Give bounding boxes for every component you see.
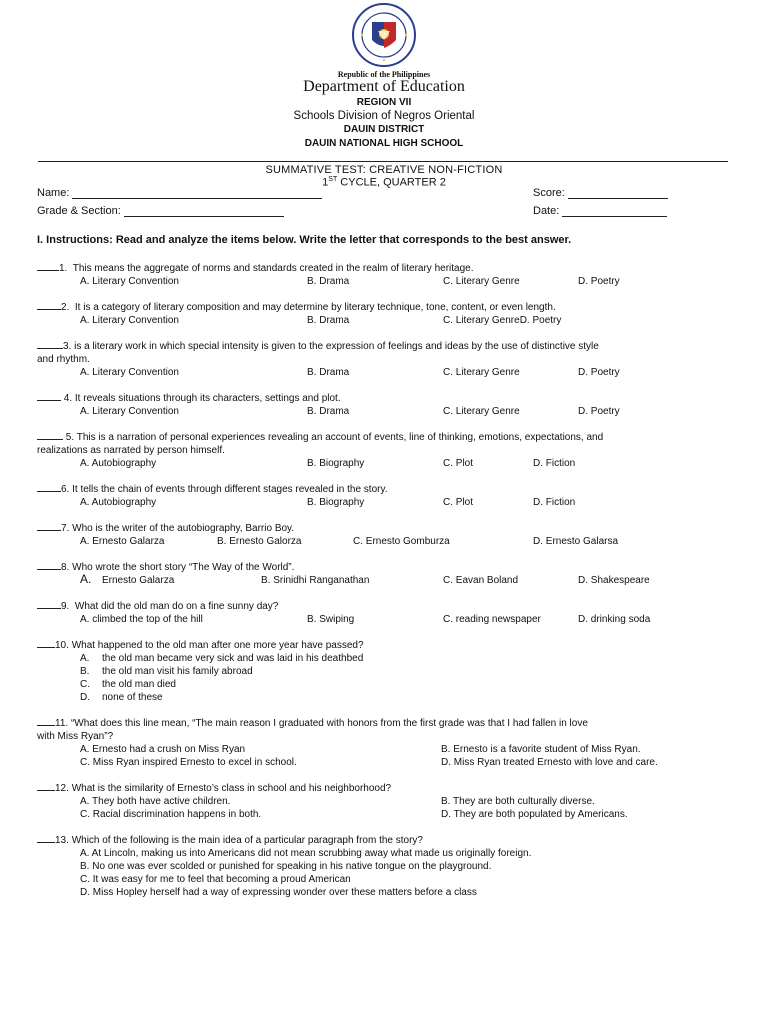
option-d: D. Poetry [578,367,620,378]
region-label: REGION VII [356,97,412,108]
option-d: D. Miss Hopley herself had a way of expressing wonder over these matters before a class [80,887,477,898]
option-b: B. Drama [307,315,350,326]
grade-section-field[interactable]: Grade & Section: [37,205,284,217]
option-c: C. Miss Ryan inspired Ernesto to excel in school. [80,757,297,768]
option-d: D. Shakespeare [578,575,650,586]
option-c: C. Ernesto Gomburza [353,536,450,547]
option-c: C. Plot [443,497,474,508]
option-a: A. They both have active children. [80,796,231,807]
option-a-letter: A. [80,572,92,586]
question-item: 5. This is a narration of personal experiences revealing an account of events, line of thinking, emotions, expectations, and realizations as narrated by person himself. A. Autobiography B. Biography C. Plot D. Fiction [37,429,717,470]
question-item: 2. It is a category of literary composition and may determine by literary technique, tone, content, or even length. A. Literary Convention B. Drama C. Literary GenreD. Poetry [37,299,717,327]
question-item: 6. It tells the chain of events through different stages revealed in the story. A. Autobiography B. Biography C. Plot D. Fiction [37,481,717,509]
option-b: B. Biography [307,497,365,508]
test-title: SUMMATIVE TEST: CREATIVE NON-FICTION [265,164,503,176]
name-field[interactable]: Name: [37,187,322,199]
option-a: Ernesto Galarza [102,575,175,586]
answer-blank[interactable] [37,520,61,531]
answer-blank[interactable] [37,299,61,310]
question-item: 8. Who wrote the short story “The Way of the World”. A. Ernesto Galarza B. Srinidhi Ranganathan C. Eavan Boland D. Shakespeare [37,559,717,587]
answer-blank[interactable] [37,598,61,609]
option-a: A. Ernesto had a crush on Miss Ryan [80,744,246,755]
option-c: C. reading newspaper [443,614,541,625]
option-a: A. Literary Convention [80,276,179,287]
district-label: DAUIN DISTRICT [343,124,425,135]
option-d: D. Ernesto Galarsa [533,536,619,547]
answer-blank[interactable] [37,338,63,349]
option-a: A. climbed the top of the hill [80,614,203,625]
option-b: B. Drama [307,276,350,287]
question-item: 3. is a literary work in which special intensity is given to the expression of feelings and ideas by the use of distinctive style and rhythm. A. Literary Convention B. Drama C. Literary Genre D. Poetry [37,338,717,379]
option-c: C. Literary Genre [443,406,520,417]
option-a: A. the old man became very sick and was laid in his deathbed [80,653,364,664]
republic-label: Republic of the Philippines [337,70,431,79]
option-d: D. Fiction [533,458,576,469]
option-a: A. At Lincoln, making us into Americans did not mean scrubbing away what made us originally foreign. [80,848,532,859]
option-c: C. the old man died [80,679,176,690]
answer-blank[interactable] [37,429,63,440]
answer-blank[interactable] [37,832,55,843]
answer-blank[interactable] [37,260,59,271]
option-b: B. Swiping [307,614,355,625]
option-d: D. none of these [80,692,163,703]
option-c: C. Literary GenreD. Poetry [443,315,562,326]
question-item: 9. What did the old man do on a fine sunny day? A. climbed the top of the hill B. Swiping C. reading newspaper D. drinking soda [37,598,717,626]
option-b: B. the old man visit his family abroad [80,666,253,677]
answer-blank[interactable] [37,715,55,726]
option-a: A. Autobiography [80,458,157,469]
question-item: 1. This means the aggregate of norms and standards created in the realm of literary heritage. A. Literary Convention B. Drama C. Literary Genre D. Poetry [37,260,717,288]
option-b: B. Drama [307,367,350,378]
question-item: 7. Who is the writer of the autobiography, Barrio Boy. A. Ernesto Galarza B. Ernesto Galorza C. Ernesto Gomburza D. Ernesto Galarsa [37,520,717,548]
option-c: C. It was easy for me to feel that becoming a proud American [80,874,351,885]
school-name: DAUIN NATIONAL HIGH SCHOOL [304,138,464,149]
option-d: D. Poetry [578,276,620,287]
option-c: C. Literary Genre [443,276,520,287]
question-item: 12. What is the similarity of Ernesto’s class in school and his neighborhood? A. They both have active children. B. They are both culturally diverse. C. Racial discrimination happens in both. D. They are both populated by Americans. [37,780,717,821]
option-d: D. Miss Ryan treated Ernesto with love and care. [441,757,658,768]
answer-blank[interactable] [37,481,61,492]
option-b: B. Srinidhi Ranganathan [261,575,370,586]
division-label: Schools Division of Negros Oriental [293,110,475,122]
answer-blank[interactable] [37,780,55,791]
header-divider [38,161,728,162]
option-d: D. Fiction [533,497,576,508]
option-b: B. Biography [307,458,365,469]
question-item: 13. Which of the following is the main idea of a particular paragraph from the story? A. At Lincoln, making us into Americans did not mean scrubbing away what made us originally foreign. B. No one was ever scolded or punished for speaking in his native tongue on the playground. C. It was easy for me to feel that becoming a proud American D. Miss Hopley herself had a way of expressing wonder over these matters before a class [37,832,717,899]
option-b: B. Drama [307,406,350,417]
option-c: C. Eavan Boland [443,575,519,586]
option-a: A. Literary Convention [80,367,179,378]
option-c: C. Plot [443,458,474,469]
option-b: B. Ernesto Galorza [217,536,302,547]
option-d: D. Poetry [578,406,620,417]
option-b: B. They are both culturally diverse. [441,796,595,807]
question-item: 10. What happened to the old man after one more year have passed? A. the old man became very sick and was laid in his deathbed B. the old man visit his family abroad C. the old man died D. none of these [37,637,717,704]
score-field[interactable]: Score: [533,187,668,199]
option-a: A. Literary Convention [80,315,179,326]
option-b: B. Ernesto is a favorite student of Miss Ryan. [441,744,641,755]
answer-blank[interactable] [37,637,55,648]
department-title: Department of Education [303,78,465,95]
option-d: D. drinking soda [578,614,651,625]
option-a: A. Literary Convention [80,406,179,417]
option-b: B. No one was ever scolded or punished for speaking in his native tongue on the playground. [80,861,492,872]
option-c: C. Literary Genre [443,367,520,378]
option-c: C. Racial discrimination happens in both. [80,809,262,820]
option-a: A. Autobiography [80,497,157,508]
question-item: 11. “What does this line mean, “The main reason I graduated with honors from the first grade was that I had fallen in love with Miss Ryan”? A. Ernesto had a crush on Miss Ryan B. Ernesto is a favorite student of Miss Ryan. C. Miss Ryan inspired Ernesto to excel in school. D. Miss Ryan treated Ernesto with love and care. [37,715,717,769]
deped-seal-logo [338,2,430,68]
test-cycle: 1ST CYCLE, QUARTER 2 [322,176,446,189]
answer-blank[interactable] [37,559,61,570]
option-d: D. They are both populated by Americans. [441,809,628,820]
instructions-text: I. Instructions: Read and analyze the items below. Write the letter that corresponds to the best answer. [37,234,572,246]
answer-blank[interactable] [37,390,61,401]
question-item: 4. It reveals situations through its characters, settings and plot. A. Literary Convention B. Drama C. Literary Genre D. Poetry [37,390,717,418]
date-field[interactable]: Date: [533,205,667,217]
option-a: A. Ernesto Galarza [80,536,165,547]
